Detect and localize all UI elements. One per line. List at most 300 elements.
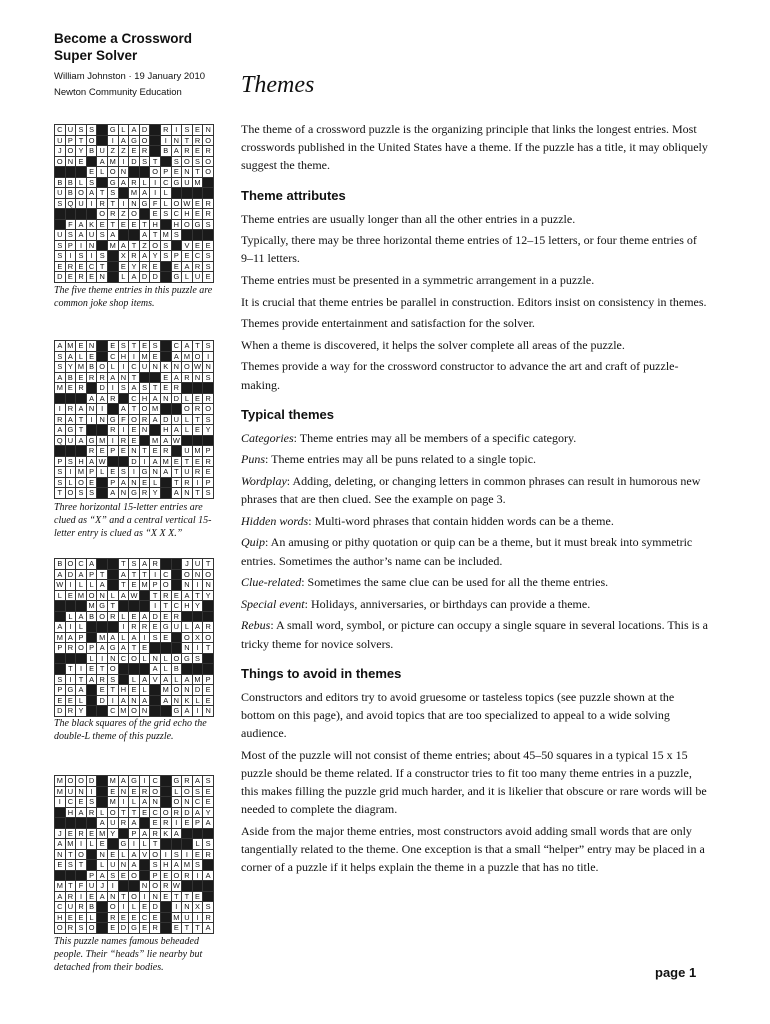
letter-square: R: [76, 828, 87, 839]
letter-square: T: [76, 860, 87, 871]
letter-square: A: [192, 622, 203, 633]
letter-square: K: [160, 362, 171, 373]
crossword-row: [55, 135, 214, 146]
black-square: [160, 706, 171, 717]
letter-square: E: [182, 251, 193, 262]
letter-square: P: [76, 632, 87, 643]
letter-square: G: [107, 125, 118, 136]
letter-square: U: [86, 881, 97, 892]
letter-square: S: [203, 219, 214, 230]
crossword-row: [55, 797, 214, 808]
letter-square: L: [182, 425, 193, 436]
black-square: [203, 860, 214, 871]
letter-square: T: [203, 643, 214, 654]
letter-square: A: [97, 393, 108, 404]
crossword-row: [55, 477, 214, 488]
letter-square: T: [171, 477, 182, 488]
letter-square: W: [172, 435, 180, 445]
letter-square: Y: [150, 251, 161, 262]
black-square: [86, 818, 97, 829]
black-square: [97, 622, 108, 633]
crossword-grid: [54, 558, 214, 717]
letter-square: L: [160, 664, 171, 675]
letter-square: P: [129, 828, 140, 839]
letter-square: M: [97, 828, 108, 839]
letter-square: I: [65, 622, 76, 633]
letter-square: Y: [203, 425, 214, 436]
letter-square: E: [55, 695, 66, 706]
letter-square: L: [182, 272, 193, 283]
black-square: [160, 477, 171, 488]
letter-square: N: [150, 362, 161, 373]
letter-square: T: [107, 219, 118, 230]
black-square: [86, 622, 97, 633]
letter-square: I: [182, 849, 193, 860]
letter-square: D: [182, 807, 193, 818]
letter-square: T: [139, 446, 150, 457]
letter-square: L: [182, 414, 193, 425]
letter-square: A: [97, 580, 108, 591]
letter-square: U: [182, 467, 193, 478]
letter-square: L: [55, 590, 66, 601]
black-square: [160, 488, 171, 499]
black-square: [182, 230, 193, 241]
black-square: [65, 870, 76, 881]
letter-square: A: [118, 177, 129, 188]
crossword-row: [55, 643, 214, 654]
black-square: [86, 383, 97, 394]
letter-square: E: [192, 393, 203, 404]
letter-square: E: [139, 807, 150, 818]
letter-square: S: [182, 125, 193, 136]
letter-square: E: [192, 891, 203, 902]
black-square: [97, 488, 108, 499]
letter-square: A: [203, 870, 214, 881]
crossword-row: [55, 251, 214, 262]
letter-square: E: [118, 912, 129, 923]
letter-square: Y: [65, 362, 76, 373]
typical-theme-item: [241, 472, 711, 508]
letter-square: A: [118, 569, 129, 580]
letter-square: H: [139, 393, 150, 404]
letter-square: B: [65, 372, 76, 383]
black-square: [118, 393, 129, 404]
letter-square: M: [76, 590, 87, 601]
letter-square: S: [76, 125, 87, 136]
letter-square: R: [107, 209, 118, 220]
letter-square: M: [55, 786, 66, 797]
letter-square: T: [76, 425, 87, 436]
black-square: [171, 240, 182, 251]
letter-square: S: [139, 156, 150, 167]
letter-square: P: [107, 477, 118, 488]
theme-term: Hidden words: [241, 513, 309, 528]
letter-square: Y: [129, 261, 140, 272]
letter-square: E: [65, 590, 76, 601]
black-square: [203, 435, 214, 446]
black-square: [97, 135, 108, 146]
letter-square: Y: [76, 706, 87, 717]
letter-square: E: [76, 261, 87, 272]
letter-square: E: [182, 818, 193, 829]
letter-square: A: [150, 456, 161, 467]
letter-square: R: [160, 125, 171, 136]
letter-square: M: [182, 860, 193, 871]
black-square: [97, 912, 108, 923]
letter-square: L: [76, 695, 87, 706]
black-square: [150, 685, 161, 696]
letter-square: A: [160, 695, 171, 706]
black-square: [192, 188, 203, 199]
letter-square: E: [171, 456, 182, 467]
letter-square: A: [118, 135, 129, 146]
black-square: [55, 870, 66, 881]
black-square: [129, 881, 140, 892]
black-square: [203, 188, 214, 199]
letter-square: B: [55, 559, 66, 570]
crossword-row: [55, 383, 214, 394]
letter-square: A: [182, 590, 193, 601]
letter-square: A: [107, 632, 118, 643]
letter-square: A: [150, 393, 161, 404]
black-square: [171, 559, 182, 570]
letter-square: A: [55, 839, 66, 850]
letter-square: T: [129, 341, 140, 352]
letter-square: B: [86, 146, 97, 157]
letter-square: B: [65, 188, 76, 199]
letter-square: H: [182, 209, 193, 220]
letter-square: I: [107, 695, 118, 706]
letter-square: R: [129, 622, 140, 633]
letter-square: L: [86, 580, 97, 591]
letter-square: N: [160, 393, 171, 404]
letter-square: E: [203, 240, 214, 251]
letter-square: E: [86, 167, 97, 178]
letter-square: U: [192, 559, 203, 570]
letter-square: E: [65, 695, 76, 706]
letter-square: T: [118, 559, 129, 570]
letter-square: L: [97, 807, 108, 818]
crossword-row: [55, 446, 214, 457]
black-square: [86, 685, 97, 696]
letter-square: N: [182, 580, 193, 591]
letter-square: T: [107, 601, 118, 612]
letter-square: E: [150, 622, 161, 633]
black-square: [171, 446, 182, 457]
letter-square: P: [86, 870, 97, 881]
letter-square: P: [150, 870, 161, 881]
letter-square: E: [160, 383, 171, 394]
crossword-row: [55, 559, 214, 570]
letter-square: C: [76, 559, 87, 570]
letter-square: L: [65, 611, 76, 622]
letter-square: E: [160, 611, 171, 622]
letter-square: R: [203, 146, 214, 157]
letter-square: N: [171, 695, 182, 706]
letter-square: O: [171, 870, 182, 881]
black-square: [160, 776, 171, 787]
letter-square: G: [171, 177, 182, 188]
letter-square: E: [192, 425, 203, 436]
letter-square: E: [129, 425, 140, 436]
letter-square: R: [118, 435, 129, 446]
letter-square: T: [107, 198, 118, 209]
letter-square: A: [65, 414, 76, 425]
black-square: [171, 839, 182, 850]
letter-square: N: [182, 167, 193, 178]
letter-square: D: [150, 902, 161, 913]
letter-square: N: [203, 125, 214, 136]
letter-square: A: [65, 351, 76, 362]
black-square: [160, 272, 171, 283]
letter-square: C: [55, 902, 66, 913]
letter-square: U: [107, 860, 118, 871]
letter-square: C: [118, 653, 129, 664]
letter-square: M: [55, 881, 66, 892]
letter-square: R: [192, 261, 203, 272]
letter-square: I: [129, 839, 140, 850]
letter-square: M: [160, 456, 171, 467]
crossword-row: [55, 261, 214, 272]
letter-square: L: [86, 653, 97, 664]
letter-square: A: [76, 611, 87, 622]
black-square: [107, 559, 118, 570]
letter-square: S: [203, 341, 214, 352]
letter-square: I: [150, 601, 161, 612]
crossword-row: [55, 632, 214, 643]
black-square: [203, 177, 214, 188]
letter-square: R: [182, 870, 193, 881]
letter-square: G: [171, 272, 182, 283]
letter-square: A: [55, 622, 66, 633]
letter-square: M: [118, 706, 129, 717]
letter-square: E: [118, 446, 129, 457]
letter-square: E: [76, 156, 87, 167]
letter-square: I: [97, 653, 108, 664]
letter-square: K: [182, 695, 193, 706]
letter-square: O: [139, 135, 150, 146]
letter-square: T: [129, 643, 140, 654]
letter-square: L: [129, 902, 140, 913]
letter-square: D: [139, 272, 150, 283]
letter-square: D: [129, 156, 140, 167]
theme-desc: : Multi-word phrases that contain hidden words can be a theme.: [308, 513, 614, 528]
letter-square: T: [76, 674, 87, 685]
black-square: [65, 653, 76, 664]
letter-square: M: [107, 797, 118, 808]
black-square: [76, 209, 87, 220]
letter-square: E: [55, 261, 66, 272]
letter-square: L: [192, 839, 203, 850]
letter-square: H: [160, 860, 171, 871]
crossword-row: [55, 488, 214, 499]
letter-square: V: [150, 674, 161, 685]
letter-square: L: [160, 188, 171, 199]
letter-square: L: [86, 839, 97, 850]
letter-square: T: [171, 467, 182, 478]
letter-square: A: [107, 372, 118, 383]
section-heading-avoid: Things to avoid in themes: [241, 665, 402, 681]
typical-theme-item: [241, 595, 711, 613]
crossword-row: [55, 456, 214, 467]
black-square: [107, 580, 118, 591]
letter-square: Z: [118, 146, 129, 157]
letter-square: A: [129, 632, 140, 643]
letter-square: E: [150, 818, 161, 829]
avoid-paragraph: Constructors and editors try to avoid gruesome or tasteless topics (see puzzle shown at the bottom on this page), and avoid topics that are too specialized to appeal to a wide solving audience.: [241, 689, 675, 741]
letter-square: A: [76, 230, 87, 241]
black-square: [160, 839, 171, 850]
letter-square: K: [86, 219, 97, 230]
letter-square: A: [55, 891, 66, 902]
letter-square: E: [65, 383, 76, 394]
letter-square: S: [150, 341, 161, 352]
letter-square: O: [182, 362, 193, 373]
black-square: [55, 818, 66, 829]
letter-square: S: [76, 251, 87, 262]
letter-square: M: [76, 467, 87, 478]
letter-square: A: [118, 643, 129, 654]
letter-square: D: [160, 414, 171, 425]
letter-square: S: [118, 341, 129, 352]
letter-square: A: [139, 611, 150, 622]
letter-square: E: [192, 125, 203, 136]
letter-square: Y: [76, 146, 87, 157]
letter-square: I: [150, 569, 161, 580]
letter-square: R: [160, 818, 171, 829]
crossword-row: [55, 622, 214, 633]
letter-square: Q: [65, 198, 76, 209]
letter-square: E: [192, 198, 203, 209]
black-square: [160, 786, 171, 797]
letter-square: N: [182, 488, 193, 499]
letter-square: G: [129, 135, 140, 146]
letter-square: M: [97, 435, 108, 446]
letter-square: G: [139, 467, 150, 478]
letter-square: D: [150, 611, 161, 622]
letter-square: Z: [139, 240, 150, 251]
letter-square: A: [139, 188, 150, 199]
letter-square: R: [107, 425, 118, 436]
letter-square: A: [86, 559, 97, 570]
letter-square: T: [97, 188, 108, 199]
letter-square: I: [76, 664, 87, 675]
letter-square: N: [129, 695, 140, 706]
letter-square: N: [86, 404, 97, 415]
letter-square: U: [65, 435, 76, 446]
black-square: [65, 446, 76, 457]
letter-square: L: [150, 477, 161, 488]
letter-square: L: [118, 125, 129, 136]
letter-square: A: [139, 828, 150, 839]
letter-square: L: [76, 580, 87, 591]
letter-square: P: [55, 456, 66, 467]
letter-square: I: [107, 435, 118, 446]
letter-square: R: [203, 198, 214, 209]
letter-square: E: [55, 860, 66, 871]
letter-square: O: [182, 156, 193, 167]
letter-square: L: [107, 590, 118, 601]
letter-square: R: [55, 414, 66, 425]
letter-square: A: [55, 341, 66, 352]
letter-square: W: [130, 590, 138, 600]
letter-square: E: [139, 923, 150, 934]
crossword-row: [55, 362, 214, 373]
letter-square: I: [118, 622, 129, 633]
letter-square: O: [76, 188, 87, 199]
letter-square: A: [192, 807, 203, 818]
letter-square: C: [160, 177, 171, 188]
letter-square: U: [65, 902, 76, 913]
letter-square: A: [76, 569, 87, 580]
black-square: [160, 902, 171, 913]
letter-square: E: [171, 167, 182, 178]
theme-desc: : Theme entries may all be puns related to a single topic.: [265, 452, 537, 467]
crossword-row: [55, 580, 214, 591]
letter-square: M: [192, 177, 203, 188]
letter-square: T: [76, 414, 87, 425]
black-square: [97, 902, 108, 913]
crossword-row: [55, 209, 214, 220]
letter-square: N: [86, 341, 97, 352]
letter-square: S: [203, 414, 214, 425]
crossword-row: [55, 776, 214, 787]
letter-square: E: [65, 272, 76, 283]
black-square: [182, 828, 193, 839]
letter-square: S: [203, 488, 214, 499]
letter-square: M: [107, 156, 118, 167]
puzzle-caption: This puzzle names famous beheaded people. Their “heads” lie nearby but detached from their bodies.: [54, 936, 203, 973]
letter-square: A: [86, 456, 97, 467]
letter-square: G: [129, 923, 140, 934]
letter-square: O: [129, 209, 140, 220]
letter-square: N: [65, 156, 76, 167]
letter-square: O: [182, 786, 193, 797]
crossword-row: [55, 351, 214, 362]
letter-square: U: [86, 230, 97, 241]
letter-square: A: [107, 230, 118, 241]
letter-square: U: [65, 125, 76, 136]
avoid-paragraph: Most of the puzzle will not consist of theme entries; about 45–50 squares in a typical 15 x 15 puzzle should be theme related. If a constructor tries to fit too many theme entries in a puzzle, this makes filling the puzzle grid much harder, and it is likelier that obscure or rare words will be needed to complete the diagram.: [241, 747, 707, 817]
crossword-row: [55, 923, 214, 934]
letter-square: X: [118, 251, 129, 262]
letter-square: A: [203, 818, 214, 829]
theme-term: Quip: [241, 535, 265, 550]
letter-square: I: [192, 870, 203, 881]
letter-square: E: [192, 849, 203, 860]
black-square: [203, 664, 214, 675]
letter-square: A: [171, 146, 182, 157]
letter-square: A: [182, 341, 193, 352]
letter-square: P: [107, 446, 118, 457]
letter-square: J: [55, 828, 66, 839]
letter-square: I: [171, 902, 182, 913]
crossword-row: [55, 828, 214, 839]
letter-square: U: [55, 230, 66, 241]
letter-square: A: [182, 261, 193, 272]
letter-square: E: [76, 372, 87, 383]
letter-square: A: [76, 807, 87, 818]
letter-square: S: [76, 488, 87, 499]
letter-square: S: [192, 860, 203, 871]
letter-square: L: [139, 653, 150, 664]
letter-square: C: [171, 209, 182, 220]
letter-square: I: [65, 251, 76, 262]
letter-square: T: [76, 135, 87, 146]
black-square: [192, 383, 203, 394]
black-square: [160, 923, 171, 934]
letter-square: D: [55, 272, 66, 283]
